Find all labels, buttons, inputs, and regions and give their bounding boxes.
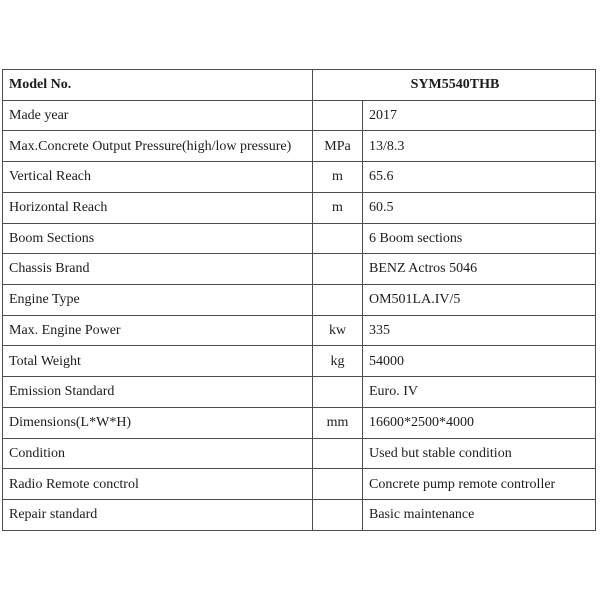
spec-row [3,315,596,346]
spec-label-cell: Dimensions(L*W*H) [3,407,313,438]
spec-unit-cell [313,223,363,254]
model-no-label: Model No. [3,70,313,101]
spec-row [3,192,596,223]
spec-value-cell: Basic maintenance [363,500,596,531]
spec-value-cell: 6 Boom sections [363,223,596,254]
spec-label-cell: Condition [3,438,313,469]
spec-value-cell: 65.6 [363,162,596,193]
spec-value-cell: 13/8.3 [363,131,596,162]
spec-label-cell: Boom Sections [3,223,313,254]
spec-label-cell: Horizontal Reach [3,192,313,223]
spec-value-cell: 54000 [363,346,596,377]
spec-value-cell: Used but stable condition [363,438,596,469]
spec-value-cell: 335 [363,315,596,346]
spec-unit-cell: MPa [313,131,363,162]
spec-label-cell: Max. Engine Power [3,315,313,346]
spec-value-cell: 16600*2500*4000 [363,407,596,438]
spec-value-cell: Concrete pump remote controller [363,469,596,500]
spec-row [3,162,596,193]
spec-label-cell: Made year [3,100,313,131]
spec-unit-cell: kw [313,315,363,346]
spec-unit-cell: mm [313,407,363,438]
spec-row [3,285,596,316]
spec-label-cell: Vertical Reach [3,162,313,193]
spec-unit-cell [313,100,363,131]
spec-unit-cell [313,438,363,469]
spec-row [3,223,596,254]
spec-unit-cell: kg [313,346,363,377]
spec-row [3,407,596,438]
spec-header-row [3,70,596,101]
spec-row [3,254,596,285]
spec-label-cell: Max.Concrete Output Pressure(high/low pressure) [3,131,313,162]
spec-unit-cell: m [313,162,363,193]
spec-label-cell: Radio Remote conctrol [3,469,313,500]
spec-unit-cell [313,377,363,408]
spec-unit-cell [313,254,363,285]
spec-value-cell: BENZ Actros 5046 [363,254,596,285]
spec-row [3,469,596,500]
spec-unit-cell [313,285,363,316]
model-no-value: SYM5540THB [313,70,596,101]
spec-row [3,500,596,531]
spec-row [3,100,596,131]
spec-table-body [3,70,596,531]
spec-value-cell: Euro. IV [363,377,596,408]
spec-value-cell: 2017 [363,100,596,131]
spec-row [3,438,596,469]
spec-label-cell: Chassis Brand [3,254,313,285]
spec-label-cell: Emission Standard [3,377,313,408]
spec-label-cell: Repair standard [3,500,313,531]
spec-label-cell: Engine Type [3,285,313,316]
spec-row [3,346,596,377]
spec-row [3,377,596,408]
spec-value-cell: 60.5 [363,192,596,223]
spec-label-cell: Total Weight [3,346,313,377]
spec-unit-cell [313,469,363,500]
spec-value-cell: OM501LA.IV/5 [363,285,596,316]
spec-unit-cell: m [313,192,363,223]
spec-row [3,131,596,162]
spec-unit-cell [313,500,363,531]
spec-table [2,69,596,531]
